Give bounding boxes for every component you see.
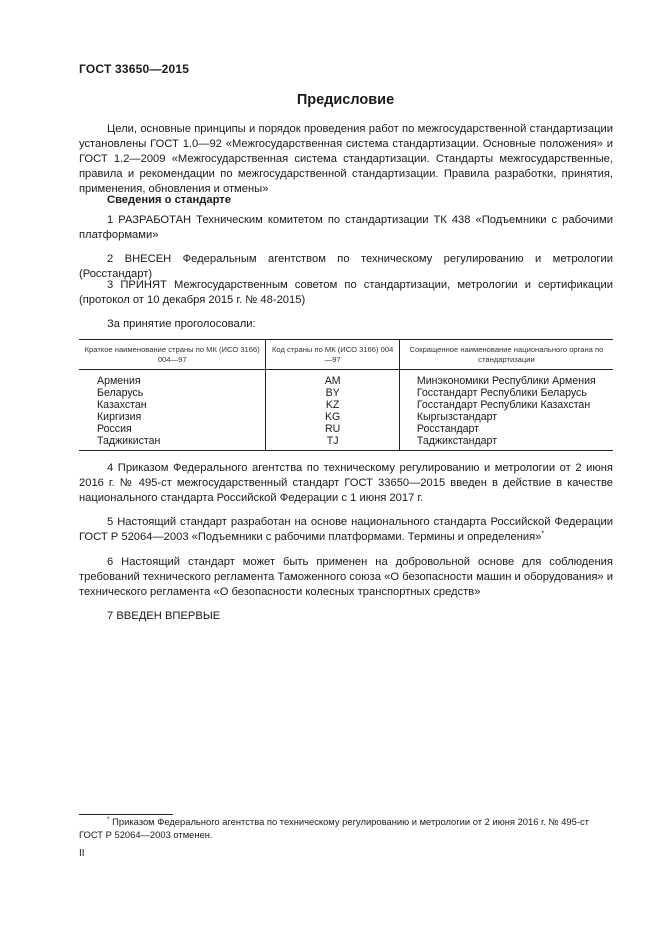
table-header-row bbox=[79, 340, 613, 370]
header-org: Сокращенное наименование национального органа по стандартизации bbox=[399, 340, 613, 370]
country-cell: Киргизия bbox=[97, 411, 142, 423]
table-row bbox=[79, 399, 613, 411]
item-7: 7 ВВЕДЕН ВПЕРВЫЕ bbox=[107, 610, 221, 622]
code-cell: BY bbox=[266, 387, 400, 399]
code-cell: KZ bbox=[266, 399, 400, 411]
page-title: Предисловие bbox=[296, 92, 395, 108]
country-cell: Казахстан bbox=[97, 399, 147, 411]
voted-label: За принятие проголосовали: bbox=[107, 318, 256, 330]
country-cell: Беларусь bbox=[97, 387, 144, 399]
code-cell: RU bbox=[266, 423, 400, 435]
footnote-text: Приказом Федерального агентства по техническому регулированию и метрологии от 2 июня 2016 г. № 495-ст ГОСТ Р 52064—2003 отменен. bbox=[79, 816, 589, 840]
item-5 bbox=[79, 515, 613, 545]
footnote bbox=[79, 815, 613, 841]
org-cell: Госстандарт Республики Беларусь bbox=[399, 387, 613, 399]
table-row bbox=[79, 370, 613, 388]
voting-table bbox=[79, 339, 613, 451]
header-country: Краткое наименование страны по МК (ИСО 3166) 004—97 bbox=[79, 340, 266, 370]
item-3: 3 ПРИНЯТ Межгосударственным советом по стандартизации, метрологии и сертификации (протокол от 10 декабря 2015 г. № 48-2015) bbox=[79, 279, 613, 306]
table-row bbox=[79, 411, 613, 423]
org-cell: Росстандарт bbox=[399, 423, 613, 435]
country-cell: Таджикистан bbox=[79, 435, 266, 451]
country-cell: Россия bbox=[97, 423, 132, 435]
item-6: 6 Настоящий стандарт может быть применен на добровольной основе для соблюдения требований технического регламента Таможенного союза «О безопасности машин и оборудования» и технического регламента «О безопасности колесных транспортных средств» bbox=[79, 556, 613, 598]
item-5-text: 5 Настоящий стандарт разработан на основе национального стандарта Российской Федерации ГОСТ Р 52064—2003 «Подъемники с рабочими платформами. Термины и определения» bbox=[79, 516, 613, 543]
intro-paragraph: Цели, основные принципы и порядок проведения работ по межгосударственной стандартизации установлены ГОСТ 1.0—92 «Межгосударственная система стандартизации. Основные положения» и ГОСТ 1.2—2009 «Межгосударственная система стандартизации. Стандарты межгосударственные, правила и рекомендации по межгосударственной стандартизации. Правила разработки, принятия, применения, обновления и отмены» bbox=[79, 123, 613, 195]
table-row bbox=[79, 435, 613, 451]
org-cell: Минэкономики Республики Армения bbox=[399, 370, 613, 388]
table-row bbox=[79, 423, 613, 435]
country-cell: Армения bbox=[97, 375, 141, 387]
code-cell: TJ bbox=[266, 435, 400, 451]
code-cell: KG bbox=[266, 411, 400, 423]
header-code: Код страны по МК (ИСО 3166) 004—97 bbox=[266, 340, 400, 370]
org-cell: Таджикстандарт bbox=[399, 435, 613, 451]
org-cell: Госстандарт Республики Казахстан bbox=[399, 399, 613, 411]
footnote-mark: * bbox=[541, 530, 545, 538]
org-cell: Кыргызстандарт bbox=[399, 411, 613, 423]
item-1: 1 РАЗРАБОТАН Техническим комитетом по стандартизации ТК 438 «Подъемники с рабочими платформами» bbox=[79, 214, 613, 241]
document-code: ГОСТ 33650—2015 bbox=[79, 62, 190, 76]
item-2: 2 ВНЕСЕН Федеральным агентством по техническому регулированию и метрологии (Росстандарт) bbox=[79, 253, 613, 280]
page-number: II bbox=[79, 848, 85, 859]
table-row bbox=[79, 387, 613, 399]
footnote-mark: * bbox=[107, 815, 110, 823]
info-heading: Сведения о стандарте bbox=[107, 194, 231, 206]
item-4: 4 Приказом Федерального агентства по техническому регулированию и метрологии от 2 июня 2016 г. № 495-ст межгосударственный стандарт ГОСТ 33650—2015 введен в действие в качестве национального стандарта Российской Федерации с 1 июня 2017 г. bbox=[79, 462, 613, 504]
code-cell: AM bbox=[266, 370, 400, 388]
